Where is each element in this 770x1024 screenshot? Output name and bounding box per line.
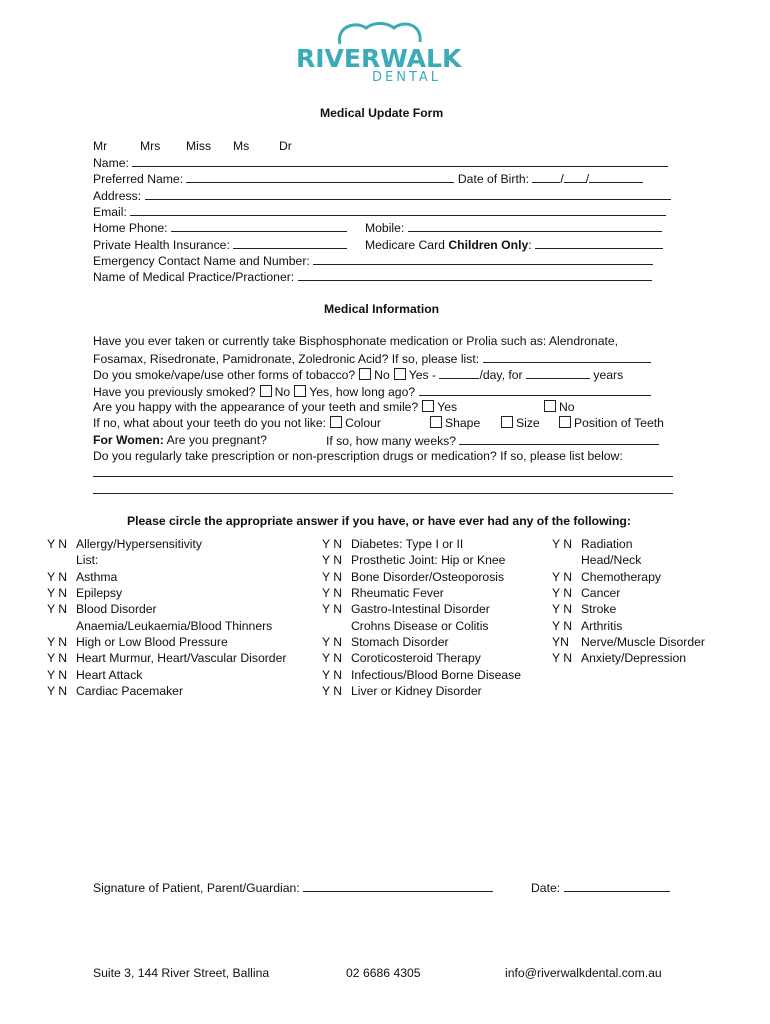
smoke-no-label: No: [374, 368, 390, 382]
private-health-label: Private Health Insurance:: [93, 238, 230, 252]
prev-smoked-yes-checkbox[interactable]: [294, 385, 306, 397]
title-mr[interactable]: Mr: [93, 139, 108, 153]
yn-toggle[interactable]: Y N: [322, 651, 343, 666]
form-title: Medical Update Form: [320, 106, 444, 120]
yn-toggle[interactable]: Y N: [322, 667, 343, 682]
condition-label: Anxiety/Depression: [581, 651, 686, 666]
condition-label: Epilepsy: [76, 586, 123, 601]
yn-toggle[interactable]: Y N: [47, 651, 68, 666]
practice-row: [93, 268, 652, 285]
mobile-row: [365, 219, 662, 236]
mobile-field[interactable]: [408, 219, 662, 232]
phone-row: [93, 219, 347, 236]
bisphos-question-line2: Fosamax, Risedronate, Pamidronate, Zoledronic Acid? If so, please list:: [93, 352, 480, 366]
title-mrs[interactable]: Mrs: [140, 139, 161, 153]
condition-label: Diabetes: Type I or II: [351, 537, 464, 551]
name-label: Name:: [93, 156, 129, 170]
prev-smoked-question: Have you previously smoked?: [93, 385, 256, 399]
emergency-label: Emergency Contact Name and Number:: [93, 254, 310, 268]
smoke-yes-checkbox[interactable]: [394, 368, 406, 380]
prev-smoked-no-checkbox[interactable]: [260, 385, 272, 397]
yn-toggle[interactable]: Y N: [47, 569, 68, 584]
yn-toggle[interactable]: Y N: [552, 651, 573, 666]
condition-label: List:: [76, 553, 99, 568]
condition-label: Liver or Kidney Disorder: [351, 684, 482, 699]
condition-label: Head/Neck: [581, 553, 642, 568]
shape-checkbox[interactable]: [430, 416, 442, 428]
title-dr[interactable]: Dr: [279, 139, 292, 153]
colour-checkbox[interactable]: [330, 416, 342, 428]
preferred-name-row: Preferred Name: Date of Birth: / /: [93, 170, 643, 187]
medical-info-heading: Medical Information: [324, 302, 440, 316]
condition-label: Asthma: [76, 569, 118, 584]
condition-label: Chemotherapy: [581, 569, 661, 584]
title-ms[interactable]: Ms: [233, 139, 250, 153]
happy-no-group: [540, 399, 575, 415]
footer-phone: 02 6686 4305: [346, 966, 421, 980]
condition-label: Infectious/Blood Borne Disease: [351, 667, 522, 682]
size-checkbox[interactable]: [501, 416, 513, 428]
yn-toggle[interactable]: Y N: [47, 537, 68, 551]
yn-toggle[interactable]: Y N: [322, 553, 343, 568]
smoke-per-day-label: /day, for: [479, 368, 523, 382]
position-label: Position of Teeth: [574, 416, 664, 430]
happy-no-label: No: [559, 400, 575, 414]
preferred-name-field[interactable]: [186, 170, 454, 183]
medicare-row: Medicare Card Children Only:: [365, 236, 663, 253]
yn-toggle[interactable]: Y N: [47, 635, 68, 650]
bisphos-row2: [93, 350, 651, 367]
condition-label: Blood Disorder: [76, 602, 157, 617]
yn-toggle[interactable]: Y N: [322, 684, 343, 699]
bisphos-question-line1: Have you ever taken or currently take Bisphosphonate medication or Prolia such as: Alendronate,: [93, 334, 619, 348]
practice-field[interactable]: [298, 268, 652, 281]
date-label: Date:: [531, 881, 561, 895]
yn-toggle[interactable]: Y N: [47, 602, 68, 617]
condition-label: Heart Murmur, Heart/Vascular Disorder: [76, 651, 287, 666]
condition-label: Coroticosteroid Therapy: [351, 651, 481, 666]
drugs-field-line2[interactable]: [93, 481, 673, 494]
prev-smoked-row: [93, 383, 651, 400]
smoke-no-checkbox[interactable]: [359, 368, 371, 380]
dob-year-field[interactable]: [589, 170, 643, 183]
condition-label: Stroke: [581, 602, 617, 617]
logo-text-riverwalk: RIVERWALK: [296, 44, 462, 73]
email-row: [93, 203, 666, 220]
name-row: [93, 154, 668, 171]
logo-text-dental: DENTAL: [372, 70, 442, 85]
address-row: [93, 187, 671, 204]
condition-label: Allergy/Hypersensitivity: [76, 537, 202, 551]
position-group: [555, 415, 664, 431]
smoke-yes-label: Yes -: [408, 368, 437, 382]
smoke-question: Do you smoke/vape/use other forms of tobacco?: [93, 368, 356, 382]
signature-field[interactable]: [303, 879, 493, 892]
condition-label: Prosthetic Joint: Hip or Knee: [351, 553, 506, 568]
medicare-label: Medicare Card: [365, 238, 445, 252]
weeks-row: [326, 432, 659, 449]
yn-toggle[interactable]: Y N: [322, 602, 343, 617]
footer-email-link[interactable]: info@riverwalkdental.com.au: [505, 966, 662, 980]
yn-toggle[interactable]: Y N: [322, 635, 343, 650]
email-label: Email:: [93, 205, 127, 219]
address-label: Address:: [93, 189, 142, 203]
footer-address: Suite 3, 144 River Street, Ballina: [93, 966, 270, 980]
email-field[interactable]: [130, 203, 666, 216]
yn-toggle[interactable]: Y N: [322, 569, 343, 584]
emergency-row: [93, 252, 653, 269]
condition-label: Anaemia/Leukaemia/Blood Thinners: [76, 618, 273, 633]
yn-toggle[interactable]: Y N: [322, 586, 343, 601]
date-row: [531, 879, 670, 896]
size-label: Size: [516, 416, 540, 430]
condition-label: Cancer: [581, 586, 621, 601]
for-women-label: For Women:: [93, 433, 164, 447]
position-checkbox[interactable]: [559, 416, 571, 428]
condition-label: Cardiac Pacemaker: [76, 684, 184, 699]
yn-toggle[interactable]: Y N: [322, 537, 343, 551]
condition-label: Arthritis: [581, 618, 623, 633]
happy-no-checkbox[interactable]: [544, 400, 556, 412]
prev-smoked-how-long-field[interactable]: [419, 383, 651, 396]
dob-label: Date of Birth:: [457, 172, 530, 186]
smoke-years-field[interactable]: [526, 366, 590, 379]
condition-label: Rheumatic Fever: [351, 586, 444, 601]
prev-smoked-no-label: No: [274, 385, 291, 399]
yn-toggle[interactable]: Y N: [552, 537, 573, 551]
yn-toggle[interactable]: Y N: [552, 569, 573, 584]
happy-yes-checkbox[interactable]: [422, 400, 434, 412]
signature-label: Signature of Patient, Parent/Guardian:: [93, 881, 300, 895]
home-phone-label: Home Phone:: [93, 221, 168, 235]
home-phone-field[interactable]: [171, 219, 347, 232]
weeks-question: If so, how many weeks?: [326, 434, 457, 448]
happy-row: [93, 399, 457, 415]
conditions-heading: Please circle the appropriate answer if you have, or have ever had any of the following:: [127, 514, 631, 528]
dob-month-field[interactable]: [564, 170, 586, 183]
preferred-name-label: Preferred Name:: [93, 172, 184, 186]
children-only-label: Children Only: [448, 238, 529, 252]
mobile-label: Mobile:: [365, 221, 405, 235]
smoke-years-label: years: [593, 368, 624, 382]
smoke-per-day-field[interactable]: [439, 366, 479, 379]
colour-label: Colour: [345, 416, 381, 430]
yn-toggle[interactable]: Y N: [47, 684, 68, 699]
happy-yes-label: Yes: [437, 400, 458, 414]
yn-toggle[interactable]: Y N: [552, 586, 573, 601]
dob-day-field[interactable]: [532, 170, 560, 183]
condition-label: Radiation: [581, 537, 633, 551]
condition-label: Gastro-Intestinal Disorder: [351, 602, 490, 617]
yn-toggle[interactable]: YN: [552, 635, 569, 650]
condition-label: Heart Attack: [76, 667, 143, 682]
private-health-field[interactable]: [233, 236, 347, 249]
condition-label: Nerve/Muscle Disorder: [581, 635, 705, 650]
condition-label: High or Low Blood Pressure: [76, 635, 228, 650]
date-field[interactable]: [564, 879, 670, 892]
shape-label: Shape: [445, 416, 481, 430]
yn-toggle[interactable]: Y N: [47, 667, 68, 682]
title-miss[interactable]: Miss: [186, 139, 212, 153]
drugs-field-line1[interactable]: [93, 464, 673, 477]
weeks-field[interactable]: [459, 432, 659, 445]
dislike-question: If no, what about your teeth do you not like:: [93, 416, 327, 430]
private-health-row: [93, 236, 347, 253]
yn-toggle[interactable]: Y N: [552, 602, 573, 617]
address-field[interactable]: [145, 187, 671, 200]
women-row: [93, 432, 267, 448]
signature-row: [93, 879, 493, 896]
size-group: [497, 415, 540, 431]
prev-smoked-yes-label: Yes, how long ago?: [309, 385, 416, 399]
smoke-row: [93, 366, 623, 383]
condition-label: Stomach Disorder: [351, 635, 449, 650]
condition-label: Bone Disorder/Osteoporosis: [351, 569, 505, 584]
condition-label: Crohns Disease or Colitis: [351, 618, 489, 633]
yn-toggle[interactable]: Y N: [47, 586, 68, 601]
bisphos-list-field[interactable]: [483, 350, 651, 363]
name-field[interactable]: [132, 154, 668, 167]
pregnant-question: Are you pregnant?: [166, 433, 267, 447]
happy-question: Are you happy with the appearance of your teeth and smile?: [93, 400, 419, 414]
shape-group: [426, 415, 480, 431]
drugs-question: Do you regularly take prescription or non-prescription drugs or medication? If so, please list below:: [93, 449, 623, 463]
emergency-field[interactable]: [313, 252, 653, 265]
dislike-row: [93, 415, 381, 431]
yn-toggle[interactable]: Y N: [552, 618, 573, 633]
logo: [296, 14, 468, 86]
medicare-field[interactable]: [535, 236, 663, 249]
practice-label: Name of Medical Practice/Practioner:: [93, 270, 295, 284]
